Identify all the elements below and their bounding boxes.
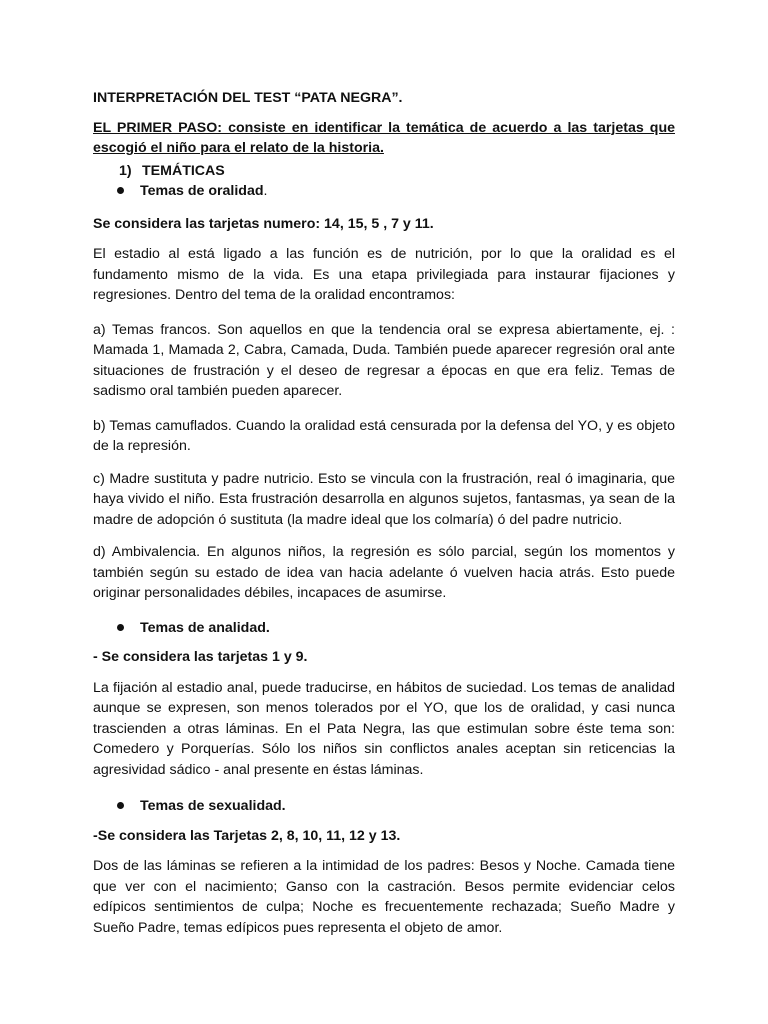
- oralidad-item-c: c) Madre sustituta y padre nutricio. Esto se vincula con la frustración, real ó imaginaria, que haya vivido el niño. Esta frustración desarrolla en algunos sujetos, fantasmas, ya sean de la madre de adopción ó sustituta (la madre ideal que los colmaría) ó del padre nutricio.: [93, 470, 675, 528]
- bullet-sexualidad-label: Temas de sexualidad.: [140, 798, 286, 814]
- intro-paragraph: EL PRIMER PASO: consiste en identificar la temática de acuerdo a las tarjetas que escogió el niño para el relato de la historia.: [93, 119, 675, 156]
- analidad-cards: - Se considera las tarjetas 1 y 9.: [93, 649, 308, 665]
- bullet-dot-icon: [117, 802, 124, 809]
- oralidad-paragraph: El estadio al está ligado a las función es de nutrición, por lo que la oralidad es el fundamento mismo de la vida. Es una etapa privilegiada para instaurar fijaciones y regresiones. Dentro del tema de la oralidad encontramos:: [93, 246, 675, 303]
- bullet-analidad-label: Temas de analidad.: [140, 619, 270, 636]
- bullet-analidad: [93, 618, 675, 639]
- section-title: TEMÁTICAS: [142, 162, 225, 179]
- sexualidad-paragraph: Dos de las láminas se refieren a la intimidad de los padres: Besos y Noche. Camada tiene que ver con el nacimiento; Ganso con la castración. Besos permite evidenciar celos edípicos sentimientos de culpa; Noche es frecuentemente rechazada; Sueño Madre y Sueño Padre, temas edípicos pues representa el objeto de amor.: [93, 858, 675, 936]
- bullet-dot-icon: [117, 187, 124, 194]
- oralidad-item-a: a) Temas francos. Son aquellos en que la tendencia oral se expresa abiertamente, ej. : Mamada 1, Mamada 2, Cabra, Camada, Duda. También puede aparecer regresión oral ante situaciones de frustración y el deseo de regresar a épocas en que era feliz. Temas de sadismo oral también pueden aparecer.: [93, 321, 675, 399]
- oralidad-item-b: b) Temas camuflados. Cuando la oralidad está censurada por la defensa del YO, y es objeto de la represión.: [93, 417, 675, 454]
- section-heading: [93, 161, 675, 182]
- bullet-oralidad: [93, 181, 675, 202]
- document-title: INTERPRETACIÓN DEL TEST “PATA NEGRA”.: [93, 90, 403, 106]
- analidad-paragraph: La fijación al estadio anal, puede traducirse, en hábitos de suciedad. Los temas de analidad aunque se expresen, son menos tolerados por el YO, que los de oralidad, y casi nunca trascienden a otras láminas. En el Pata Negra, las que estimulan sobre éste tema son: Comedero y Porquerías. Sólo los niños sin conflictos anales aceptan sin reticencias la agresividad sádico - anal presente en éstas láminas.: [93, 679, 675, 778]
- bullet-sexualidad: [93, 796, 675, 817]
- bullet-oralidad-label: Temas de oralidad: [140, 183, 264, 199]
- bullet-dot-icon: [117, 624, 124, 631]
- oralidad-cards: Se considera las tarjetas numero: 14, 15, 5 , 7 y 11.: [93, 215, 434, 232]
- section-number: 1): [119, 162, 132, 179]
- document-body: [93, 88, 675, 938]
- oralidad-item-d: d) Ambivalencia. En algunos niños, la regresión es sólo parcial, según los momentos y también según su estado de idea van hacia adelante ó vuelven hacia atrás. Esto puede originar personalidades débiles, incapaces de asumirse.: [93, 544, 675, 601]
- sexualidad-cards: -Se considera las Tarjetas 2, 8, 10, 11, 12 y 13.: [93, 827, 401, 844]
- bullet-oralidad-tail: .: [263, 183, 268, 199]
